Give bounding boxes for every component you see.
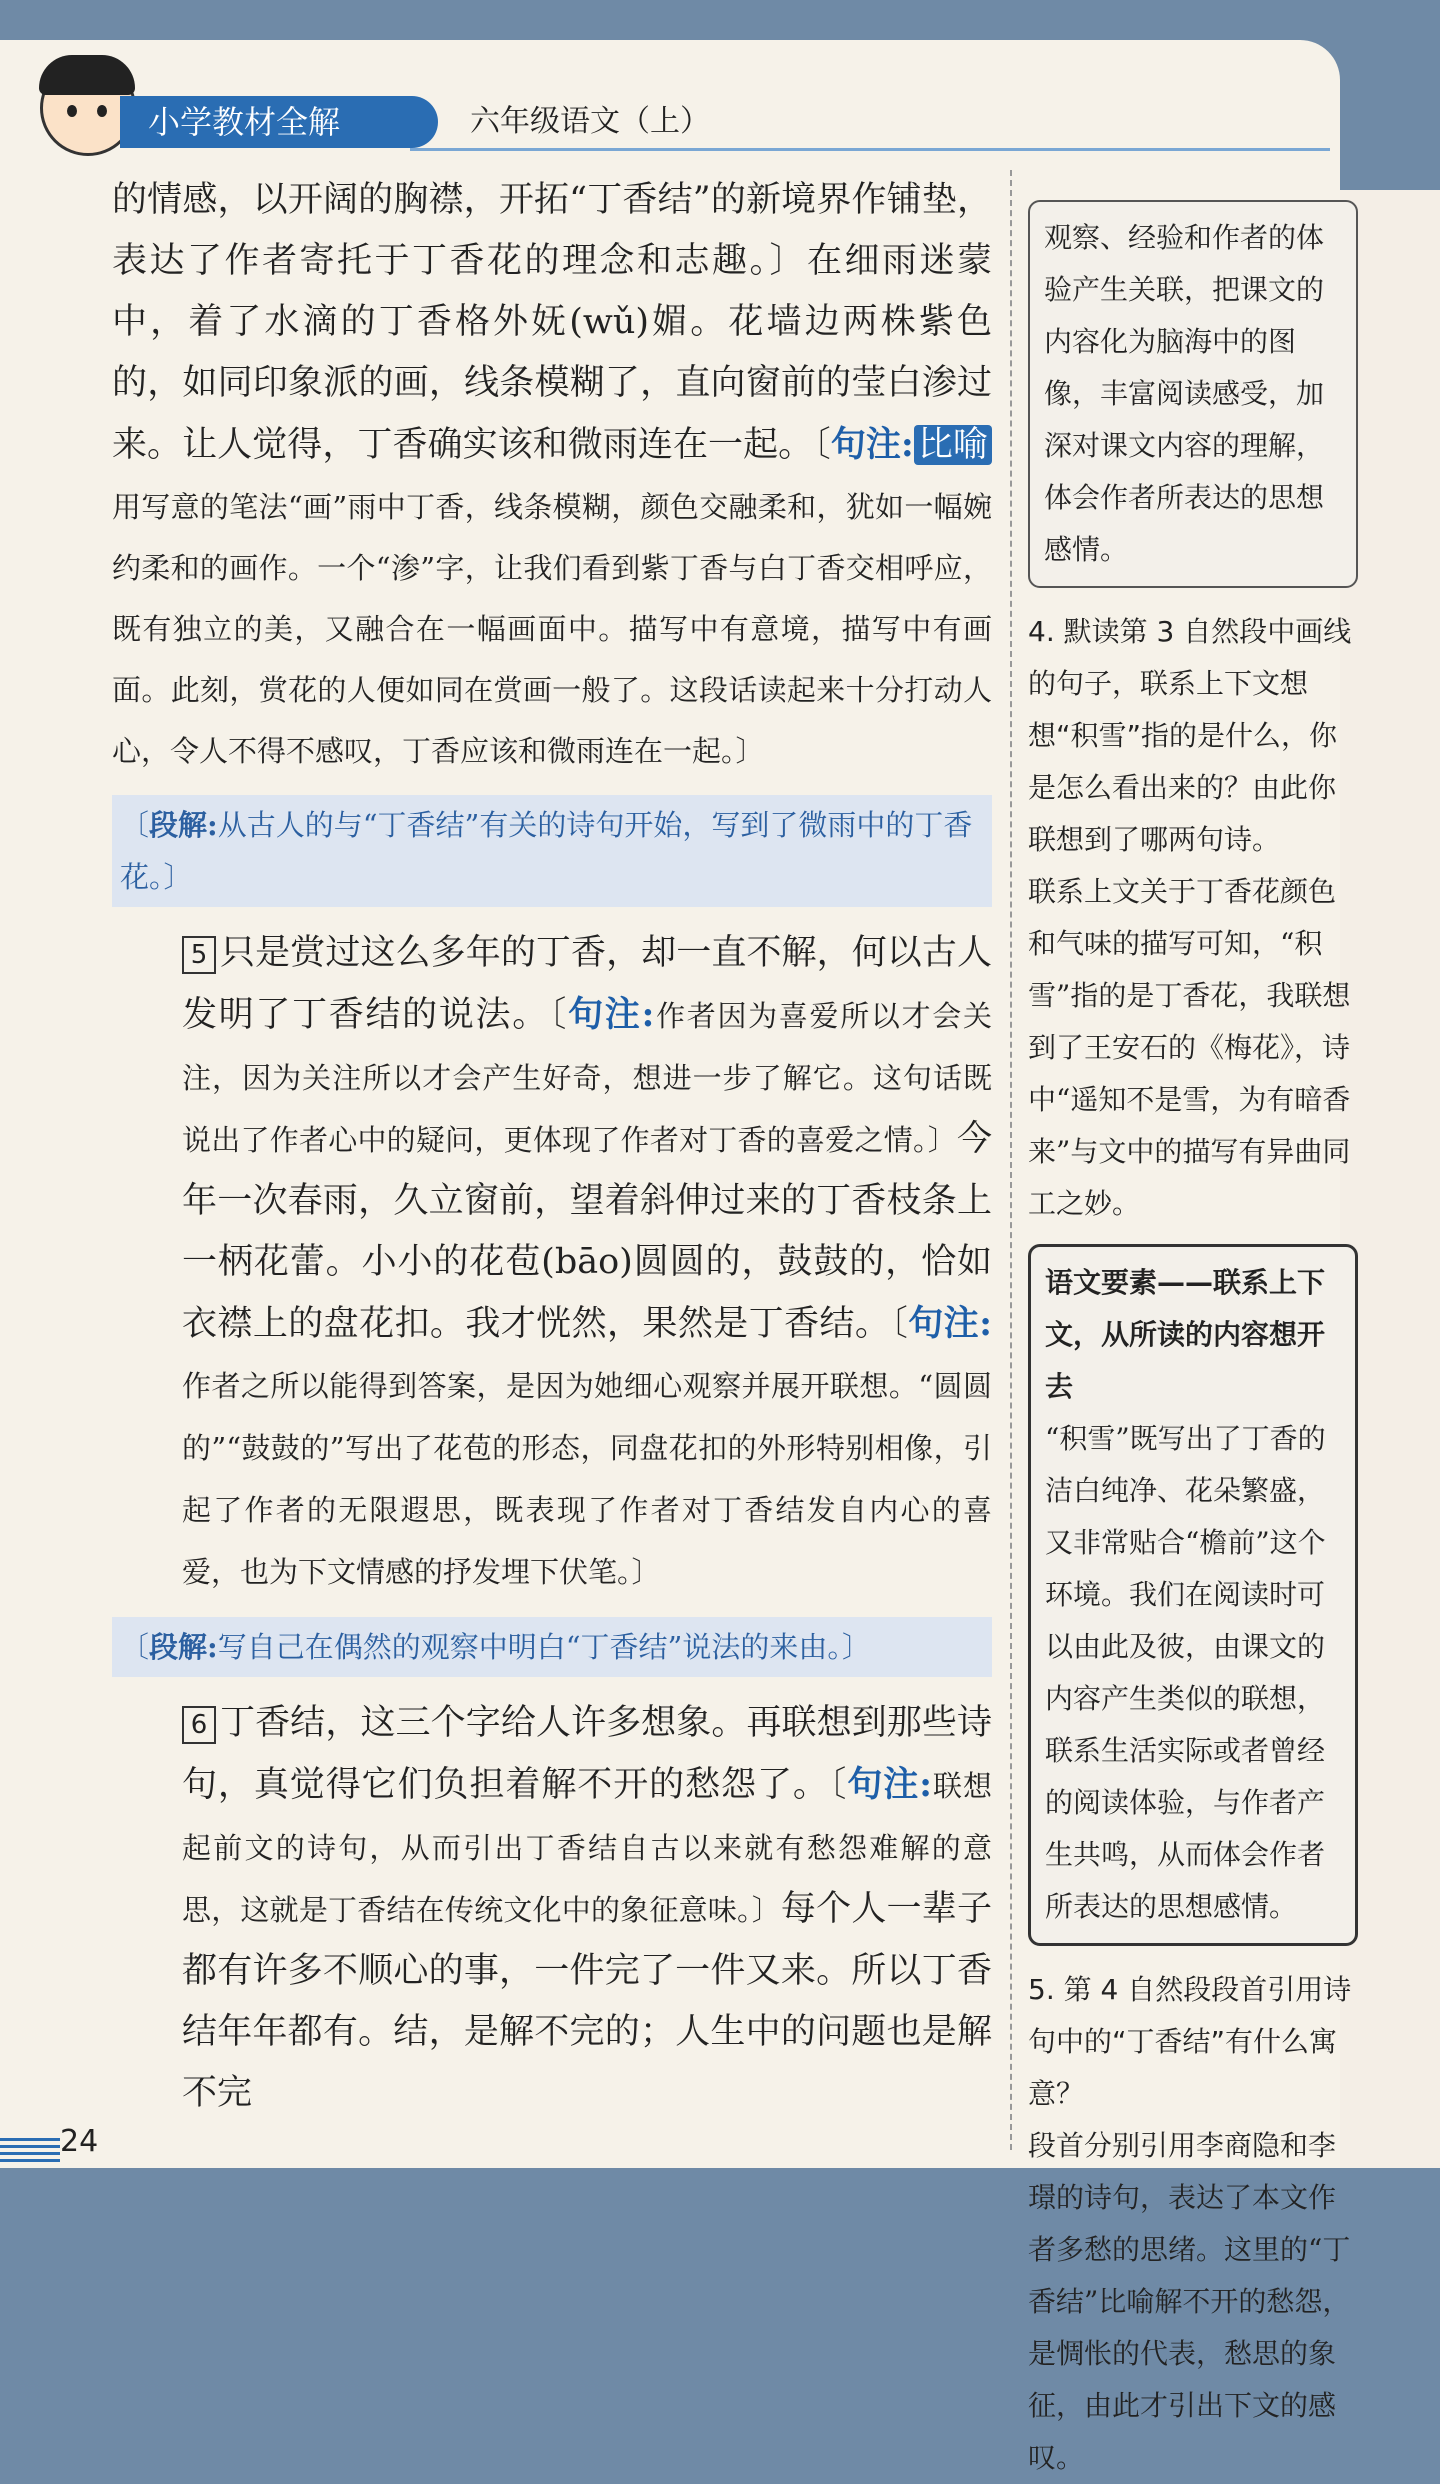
rhetoric-tag: 比喻 [914, 425, 992, 465]
box-text: “积雪”既写出了丁香的洁白纯净、花朵繁盛，又非常贴合“檐前”这个环境。我们在阅读时可以由此及彼，由课文的内容产生类似的联想，联系生活实际或者曾经的阅读体验，与作者产生共鸣，从而体会作者所表达的思想感情。 [1045, 1422, 1326, 1923]
page-number: 24 [60, 2124, 99, 2159]
page-number-decoration [0, 2138, 60, 2162]
text-segment: 今年一次春雨，久立窗前，望着斜伸过来的丁香枝条上一柄花蕾。小小的花苞(bāo)圆圆的，鼓鼓的，恰如衣襟上的盘花扣。我才恍然，果然是丁香结。〔 [182, 1119, 992, 1344]
analysis-text: 写自己在偶然的观察中明白“丁香结”说法的来由。〕 [217, 1630, 871, 1664]
note-label: 句注: [908, 1303, 992, 1344]
paragraph-analysis: 〔段解:写自己在偶然的观察中明白“丁香结”说法的来由。〕 [112, 1617, 992, 1677]
sentence-note: 作者之所以能得到答案，是因为她细心观察并展开联想。“圆圆的”“鼓鼓的”写出了花苞的形态，同盘花扣的外形特别相像，引起了作者的无限遐思，既表现了作者对丁香结发自内心的喜爱，也为下文情感的抒发埋下伏笔。〕 [182, 1369, 992, 1589]
paragraph-analysis: 〔段解:从古人的与“丁香结”有关的诗句开始，写到了微雨中的丁香花。〕 [112, 795, 992, 907]
mascot-hair [39, 55, 135, 95]
language-element-box [1028, 1244, 1358, 1946]
answer-5: 段首分别引用李商隐和李璟的诗句，表达了本文作者多愁的思绪。这里的“丁香结”比喻解不开的愁怨，是惆怅的代表，愁思的象征，由此才引出下文的感叹。 [1028, 2129, 1351, 2474]
sentence-note: 联想起前文的诗句，从而引出丁香结自古以来就有愁怨难解的意思，这就是丁香结在传统文化中的象征意味。〕 [182, 1769, 992, 1927]
paragraph-5 [112, 923, 992, 1603]
text-segment: 丁香结，这三个字给人许多想象。再联想到那些诗句，真觉得它们负担着解不开的愁怨了。〔 [182, 1703, 992, 1805]
text-segment: 每个人一辈子都有许多不顺心的事，一件完了一件又来。所以丁香结年年都有。结，是解不完的；人生中的问题也是解不完 [182, 1889, 992, 2113]
text-segment: 的情感，以开阔的胸襟，开拓“丁香结”的新境界作铺垫，表达了作者寄托于丁香花的理念和志趣。〕在细雨迷蒙中，着了水滴的丁香格外妩(wǔ)媚。花墙边两株紫色的，如同印象派的画，线条模糊了，直向窗前的莹白渗过来。让人觉得，丁香确实该和微雨连在一起。〔 [112, 180, 992, 465]
column-divider [1010, 170, 1012, 2150]
paragraph-number: 6 [182, 1706, 216, 1744]
mascot-eye-left [67, 105, 77, 117]
note-label: 句注: [847, 1764, 933, 1805]
paragraph-6 [112, 1693, 992, 2124]
text-segment: 只是赏过这么多年的丁香，却一直不解，何以古人发明了丁香结的说法。〔 [182, 933, 992, 1035]
mascot-eye-right [97, 105, 107, 117]
question-4: 4. 默读第 3 自然段中画线的句子，联系上下文想想“积雪”指的是什么，你是怎么看出来的？由此你联想到了哪两句诗。 [1028, 615, 1352, 856]
analysis-label: 段解: [149, 1630, 218, 1664]
book-subject: 六年级语文（上） [470, 104, 710, 139]
header-rule [410, 148, 1330, 151]
answer-4: 联系上文关于丁香花颜色和气味的描写可知，“积雪”指的是丁香花，我联想到了王安石的《梅花》，诗中“遥知不是雪，为有暗香来”与文中的描写有异曲同工之妙。 [1028, 875, 1351, 1220]
paragraph-continued [112, 170, 992, 781]
tip-box: 观察、经验和作者的体验产生关联，把课文的内容化为脑海中的图像，丰富阅读感受，加深对课文内容的理解，体会作者所表达的思想感情。 [1028, 200, 1358, 588]
note-label: 句注: [568, 994, 655, 1035]
sentence-note: 作者因为喜爱所以才会关注，因为关注所以才会产生好奇，想进一步了解它。这句话既说出了作者心中的疑问，更体现了作者对丁香的喜爱之情。〕 [182, 999, 992, 1157]
analysis-label: 段解: [149, 808, 218, 842]
note-label: 句注: [830, 424, 914, 465]
main-column [112, 170, 992, 2124]
box-title: 语文要素——联系上下文，从所读的内容想开去 [1045, 1266, 1326, 1403]
question-5: 5. 第 4 自然段段首引用诗句中的“丁香结”有什么寓意？ [1028, 1973, 1352, 2110]
analysis-text: 从古人的与“丁香结”有关的诗句开始，写到了微雨中的丁香花。〕 [120, 808, 973, 894]
side-column [1028, 200, 1358, 2484]
sentence-note: 用写意的笔法“画”雨中丁香，线条模糊，颜色交融柔和，犹如一幅婉约柔和的画作。一个“渗”字，让我们看到紫丁香与白丁香交相呼应，既有独立的美，又融合在一幅画面中。描写中有意境，描写中有画面。此刻，赏花的人便如同在赏画一般了。这段话读起来十分打动人心，令人不得不感叹，丁香应该和微雨连在一起。〕 [112, 490, 992, 768]
paragraph-number: 5 [182, 936, 216, 974]
book-brand: 小学教材全解 [120, 96, 438, 148]
